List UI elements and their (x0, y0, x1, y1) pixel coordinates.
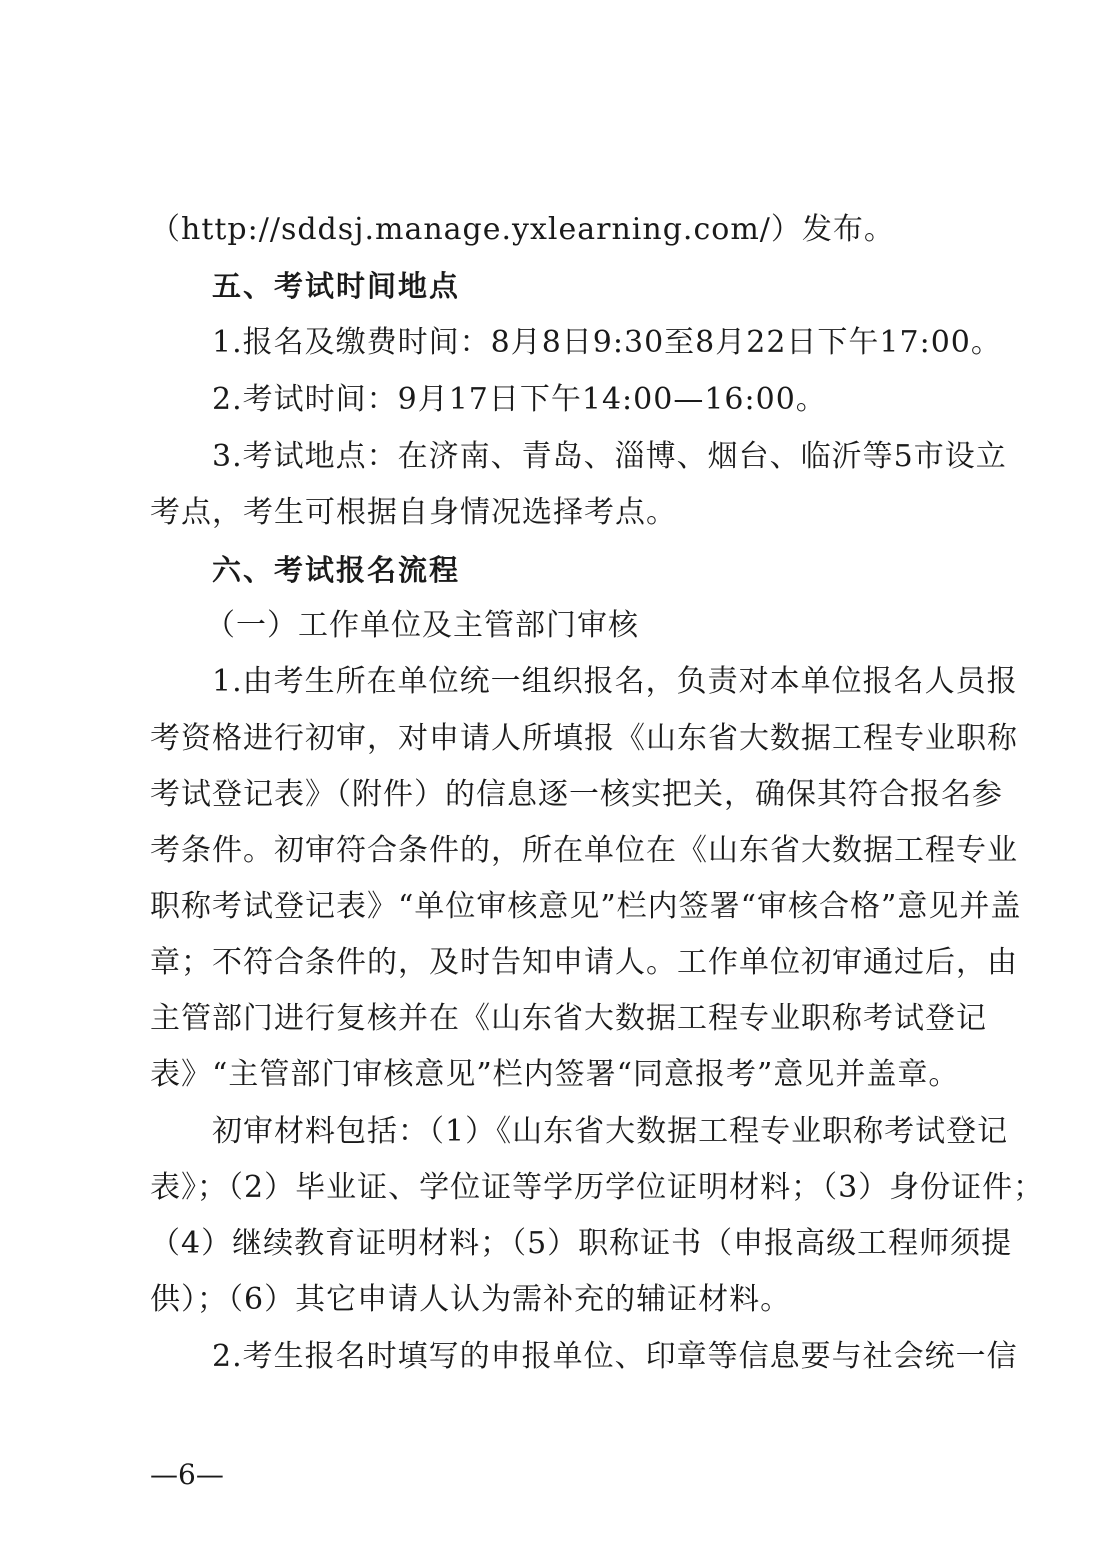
materials-line: 表》；（2）毕业证、学位证等学历学位证明材料；（3）身份证件； (150, 1170, 1045, 1205)
paragraph-line: 2.考生报名时填写的申报单位、印章等信息要与社会统一信 (212, 1339, 1018, 1374)
page-number: —6— (150, 1458, 224, 1491)
section-heading-exam-time-location: 五、考试时间地点 (212, 269, 461, 303)
paragraph-line: 1.由考生所在单位统一组织报名，负责对本单位报名人员报 (212, 664, 1018, 699)
exam-time-item: 2.考试时间：9月17日下午14:00—16:00。 (212, 382, 827, 417)
paragraph-line: 考条件。初审符合条件的，所在单位在《山东省大数据工程专业 (150, 833, 1018, 868)
paragraph-line: 表》“主管部门审核意见”栏内签署“同意报考”意见并盖章。 (150, 1057, 960, 1092)
registration-time-item: 1.报名及缴费时间：8月8日9:30至8月22日下午17:00。 (212, 325, 1002, 360)
paragraph-line: 考资格进行初审，对申请人所填报《山东省大数据工程专业职称 (150, 721, 1018, 756)
materials-line: 初审材料包括：（1）《山东省大数据工程专业职称考试登记 (212, 1114, 1009, 1149)
url-line: （http://sddsj.manage.yxlearning.com/）发布。 (150, 212, 895, 247)
paragraph-line: 职称考试登记表》“单位审核意见”栏内签署“审核合格”意见并盖 (150, 889, 1022, 924)
subsection-heading-unit-review: （一）工作单位及主管部门审核 (205, 608, 639, 643)
paragraph-line: 主管部门进行复核并在《山东省大数据工程专业职称考试登记 (150, 1001, 987, 1036)
paragraph-line: 章；不符合条件的，及时告知申请人。工作单位初审通过后，由 (150, 945, 1018, 980)
exam-location-item: 3.考试地点：在济南、青岛、淄博、烟台、临沂等5市设立 (212, 439, 1007, 474)
section-heading-registration-process: 六、考试报名流程 (212, 553, 461, 587)
materials-line: （4）继续教育证明材料；（5）职称证书（申报高级工程师须提 (150, 1226, 1013, 1261)
paragraph-line: 考试登记表》（附件）的信息逐一核实把关，确保其符合报名参 (150, 777, 1003, 812)
exam-location-item-cont: 考点，考生可根据自身情况选择考点。 (150, 495, 677, 530)
materials-line: 供）；（6）其它申请人认为需补充的辅证材料。 (150, 1282, 792, 1317)
